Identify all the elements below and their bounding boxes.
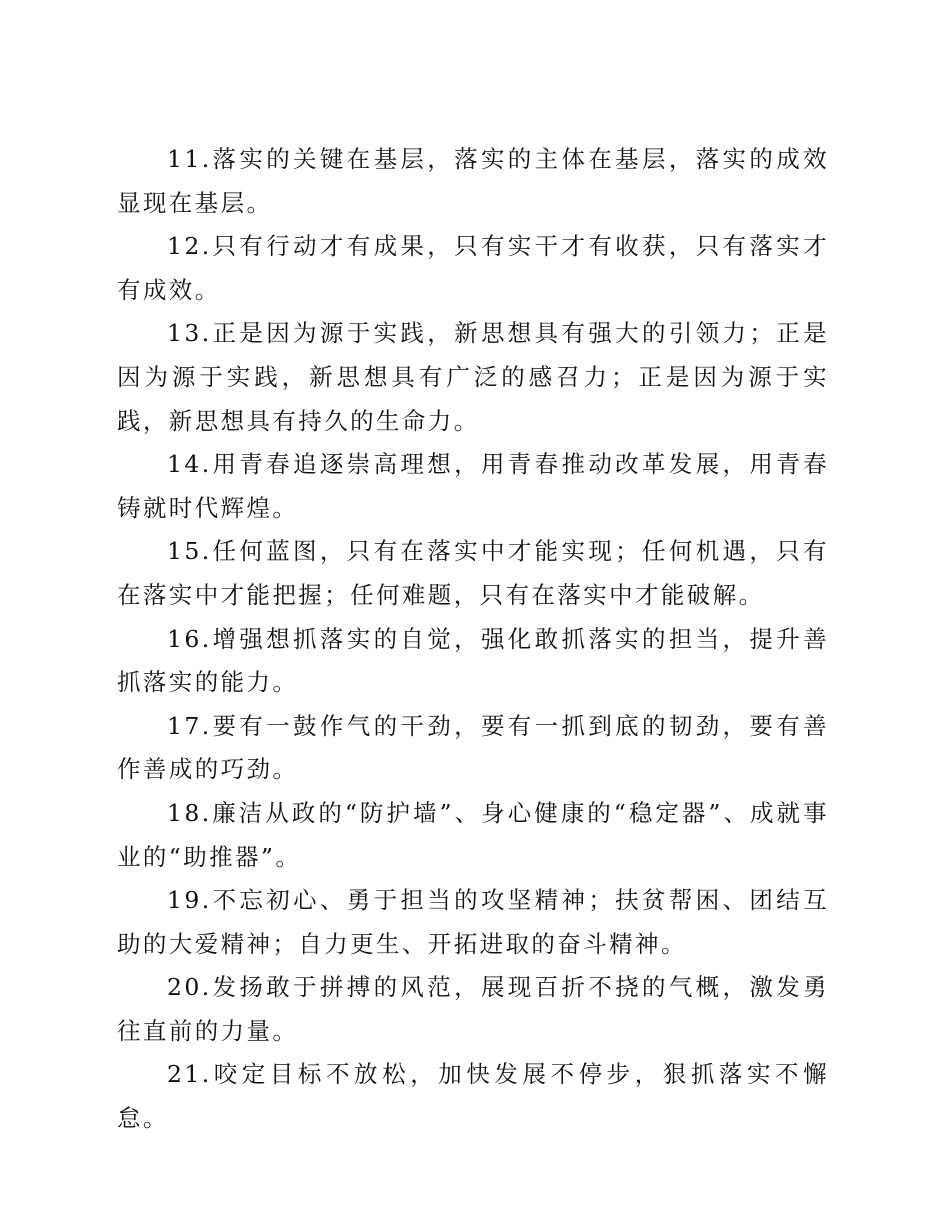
paragraph-13: 13.正是因为源于实践，新思想具有强大的引领力；正是因为源于实践，新思想具有广泛的感召力；正是因为源于实践，新思想具有持久的生命力。	[117, 319, 829, 435]
paragraph-12: 12.只有行动才有成果，只有实干才有收获，只有落实才有成效。	[117, 232, 829, 304]
paragraph-18: 18.廉洁从政的“防护墙”、身心健康的“稳定器”、成就事业的“助推器”。	[117, 798, 829, 871]
paragraph-21: 21.咬定目标不放松，加快发展不停步，狠抓落实不懈怠。	[117, 1060, 829, 1133]
paragraph-20: 20.发扬敢于拼搏的风范，展现百折不挠的气概，激发勇往直前的力量。	[117, 973, 829, 1045]
paragraph-19: 19.不忘初心、勇于担当的攻坚精神；扶贫帮困、团结互助的大爱精神；自力更生、开拓进取的奋斗精神。	[117, 886, 829, 958]
paragraph-14: 14.用青春追逐崇高理想，用青春推动改革发展，用青春铸就时代辉煌。	[117, 450, 829, 522]
paragraph-16: 16.增强想抓落实的自觉，强化敢抓落实的担当，提升善抓落实的能力。	[117, 624, 829, 697]
paragraph-11: 11.落实的关键在基层，落实的主体在基层，落实的成效显现在基层。	[117, 145, 829, 217]
paragraph-15: 15.任何蓝图，只有在落实中才能实现；任何机遇，只有在落实中才能把握；任何难题，只有在落实中才能破解。	[117, 537, 829, 609]
document-body	[117, 138, 829, 1141]
paragraph-17: 17.要有一鼓作气的干劲，要有一抓到底的韧劲，要有善作善成的巧劲。	[117, 711, 829, 784]
